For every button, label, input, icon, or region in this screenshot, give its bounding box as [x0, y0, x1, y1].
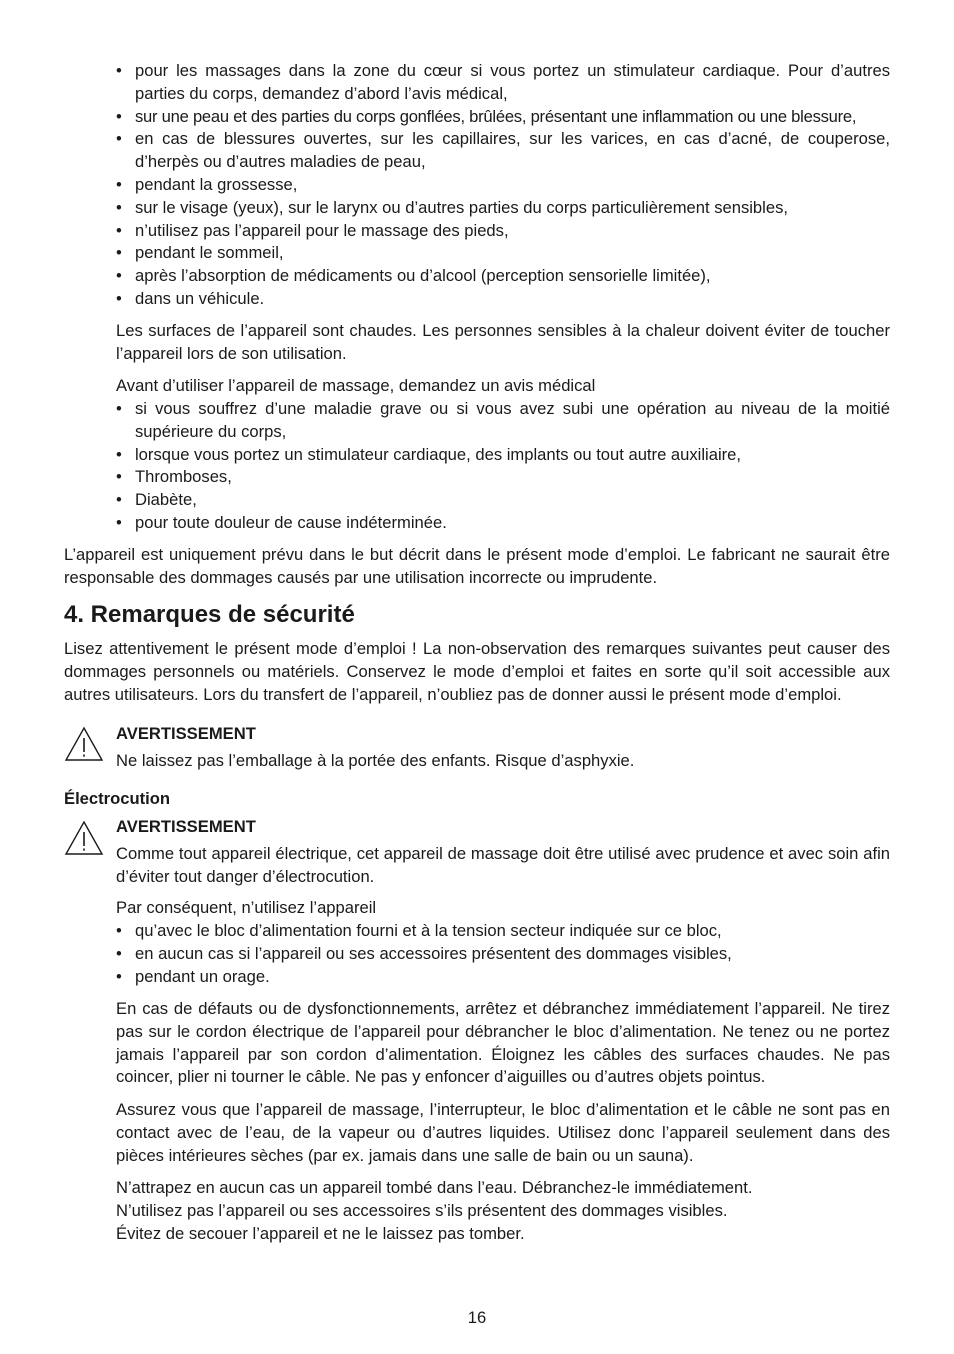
warning-triangle-icon — [64, 820, 104, 856]
consequence-intro: Par conséquent, n’utilisez l’appareil — [116, 898, 377, 917]
list-item: • qu’avec le bloc d’alimentation fourni et à la tension secteur indiquée sur ce bloc, — [116, 920, 890, 943]
usage-paragraph: L’appareil est uniquement prévu dans le but décrit dans le présent mode d’emploi. Le fabricant ne saurait être responsable des dommages causés par une utilisation incorrecte ou imprudente. — [64, 545, 890, 587]
list-item: • lorsque vous portez un stimulateur cardiaque, des implants ou tout autre auxiliaire, — [116, 444, 890, 467]
list-item: • en aucun cas si l’appareil ou ses accessoires présentent des dommages visibles, — [116, 943, 890, 966]
warning-text: Comme tout appareil électrique, cet appareil de massage doit être utilisé avec prudence et avec soin afin d’éviter tout danger d’électrocution. — [116, 843, 890, 886]
list-item: • Thromboses, — [116, 466, 890, 489]
electrocution-heading: Électrocution — [64, 789, 171, 808]
surfaces-paragraph: Les surfaces de l’appareil sont chaudes. Les personnes sensibles à la chaleur doivent éviter de toucher l’appareil lors de son utilisation. — [116, 321, 890, 363]
medical-advice-list — [116, 398, 890, 535]
list-item: • sur le visage (yeux), sur le larynx ou d’autres parties du corps particulièrement sensibles, — [116, 197, 890, 220]
contraindications-list — [116, 60, 890, 311]
list-item: • en cas de blessures ouvertes, sur les capillaires, sur les varices, en cas d’acné, de couperose, d’herpès ou d’autres maladies de peau, — [116, 128, 890, 174]
list-item: • Diabète, — [116, 489, 890, 512]
warning-title: AVERTISSEMENT — [116, 724, 256, 743]
medical-advice-intro: Avant d’utiliser l’appareil de massage, demandez un avis médical — [116, 376, 596, 395]
defects-paragraph: En cas de défauts ou de dysfonctionnements, arrêtez et débranchez immédiatement l’appareil. Ne tirez pas sur le cordon électrique de l’appareil pour débrancher le bloc d’alimentation. Ne tenez ou ne portez jamais l’appareil par son cordon d’alimentation. Éloignez les câbles des surfaces chaudes. Ne pas coincer, plier ni tourner le câble. Ne pas y enfoncer d’aiguilles ou d’autres objets pointus. — [116, 999, 890, 1087]
page-number: 16 — [467, 1308, 487, 1327]
warning-triangle-icon — [64, 726, 104, 762]
warning-block-electrocution — [116, 816, 890, 888]
warning-title: AVERTISSEMENT — [116, 817, 256, 836]
text-line: N’utilisez pas l’appareil ou ses accessoires s’ils présentent des dommages visibles. — [116, 1200, 728, 1220]
list-item: • sur une peau et des parties du corps gonflées, brûlées, présentant une inflammation ou une blessure, — [116, 106, 890, 129]
list-item: • pendant le sommeil, — [116, 242, 890, 265]
list-item: • pour toute douleur de cause indéterminée. — [116, 512, 890, 535]
final-paragraph — [116, 1177, 890, 1245]
list-item: • dans un véhicule. — [116, 288, 890, 311]
list-item: • pendant la grossesse, — [116, 174, 890, 197]
text-line: N’attrapez en aucun cas un appareil tombé dans l’eau. Débranchez-le immédiatement. — [116, 1178, 753, 1197]
section-title: 4. Remarques de sécurité — [64, 601, 355, 628]
water-paragraph: Assurez vous que l’appareil de massage, l’interrupteur, le bloc d’alimentation et le câble ne sont pas en contact avec de l’eau, de la vapeur ou d’autres liquides. Utilisez donc l’appareil seulement dans des pièces intérieures sèches (par ex. jamais dans une salle de bain ou un sauna). — [116, 1100, 890, 1165]
list-item: • après l’absorption de médicaments ou d’alcool (perception sensorielle limitée), — [116, 265, 890, 288]
warning-text: Ne laissez pas l’emballage à la portée des enfants. Risque d’asphyxie. — [116, 750, 635, 770]
intro-paragraph: Lisez attentivement le présent mode d’emploi ! La non-observation des remarques suivantes peut causer des dommages personnels ou matériels. Conservez le mode d’emploi et faites en sorte qu’il soit accessible aux autres utilisateurs. Lors du transfert de l’appareil, n’oubliez pas de donner aussi le présent mode d’emploi. — [64, 639, 890, 704]
list-item: • n’utilisez pas l’appareil pour le massage des pieds, — [116, 220, 890, 243]
list-item: • pour les massages dans la zone du cœur si vous portez un stimulateur cardiaque. Pour d’autres parties du corps, demandez d’abord l’avis médical, — [116, 60, 890, 106]
list-item: • pendant un orage. — [116, 966, 890, 989]
list-item: • si vous souffrez d’une maladie grave ou si vous avez subi une opération au niveau de la moitié supérieure du corps, — [116, 398, 890, 444]
warning-block-packaging — [116, 723, 890, 773]
text-line: Évitez de secouer l’appareil et ne le laissez pas tomber. — [116, 1223, 525, 1243]
usage-conditions-list — [116, 920, 890, 988]
